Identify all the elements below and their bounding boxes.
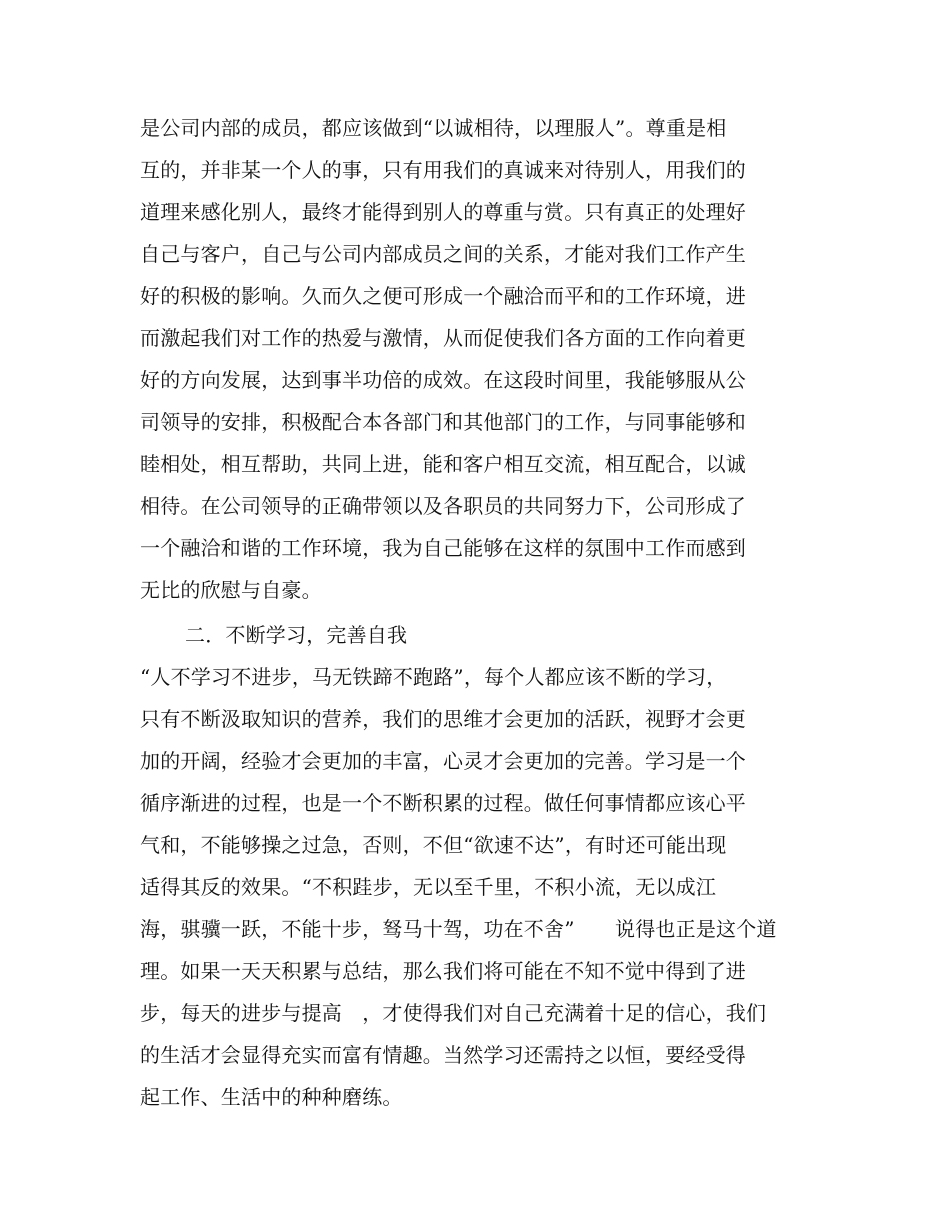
paragraph-line: 的生活才会显得充实而富有情趣。当然学习还需持之以恒，要经受得 bbox=[140, 1043, 746, 1067]
paragraph-line: 是公司内部的成员，都应该做到“以诚相待，以理服人”。尊重是相 bbox=[140, 116, 727, 140]
paragraph-line: 理。如果一天天积累与总结，那么我们将可能在不知不觉中得到了进 bbox=[140, 959, 746, 983]
section-heading: 二．不断学习，完善自我 bbox=[185, 623, 408, 647]
paragraph-line: 道理来感化别人，最终才能得到别人的尊重与赏。只有真正的处理好 bbox=[140, 200, 746, 224]
paragraph-line: 一个融洽和谐的工作环境，我为自己能够在这样的氛围中工作而感到 bbox=[140, 536, 746, 560]
paragraph-line: 而激起我们对工作的热爱与激情，从而促使我们各方面的工作向着更 bbox=[140, 326, 746, 350]
paragraph-line: 互的，并非某一个人的事，只有用我们的真诚来对待别人，用我们的 bbox=[140, 158, 746, 182]
paragraph-line: 步，每天的进步与提高 ，才使得我们对自己充满着十足的信心，我们 bbox=[140, 1001, 767, 1025]
paragraph-line: 无比的欣慰与自豪。 bbox=[140, 578, 322, 602]
paragraph-line: “人不学习不进步，马无铁蹄不跑路”，每个人都应该不断的学习， bbox=[140, 665, 727, 689]
paragraph-line: 适得其反的效果。“不积跬步，无以至千里，不积小流，无以成江 bbox=[140, 875, 717, 899]
paragraph-line: 循序渐进的过程，也是一个不断积累的过程。做任何事情都应该心平 bbox=[140, 791, 746, 815]
paragraph-line: 好的方向发展，达到事半功倍的成效。在这段时间里，我能够服从公 bbox=[140, 368, 746, 392]
paragraph-line: 睦相处，相互帮助，共同上进，能和客户相互交流，相互配合，以诚 bbox=[140, 452, 746, 476]
paragraph-line: 司领导的安排，积极配合本各部门和其他部门的工作，与同事能够和 bbox=[140, 410, 746, 434]
paragraph-line: 加的开阔，经验才会更加的丰富，心灵才会更加的完善。学习是一个 bbox=[140, 749, 746, 773]
paragraph-line: 海，骐骥一跃，不能十步，驽马十驾，功在不舍” 说得也正是这个道 bbox=[140, 917, 777, 941]
paragraph-line: 好的积极的影响。久而久之便可形成一个融洽而平和的工作环境，进 bbox=[140, 284, 746, 308]
paragraph-line: 自己与客户，自己与公司内部成员之间的关系，才能对我们工作产生 bbox=[140, 242, 746, 266]
paragraph-line: 气和，不能够操之过急，否则，不但“欲速不达”，有时还可能出现 bbox=[140, 833, 727, 857]
paragraph-line: 只有不断汲取知识的营养，我们的思维才会更加的活跃，视野才会更 bbox=[140, 707, 746, 731]
paragraph-line: 起工作、生活中的种种磨练。 bbox=[140, 1085, 403, 1109]
paragraph-line: 相待。在公司领导的正确带领以及各职员的共同努力下，公司形成了 bbox=[140, 494, 746, 518]
